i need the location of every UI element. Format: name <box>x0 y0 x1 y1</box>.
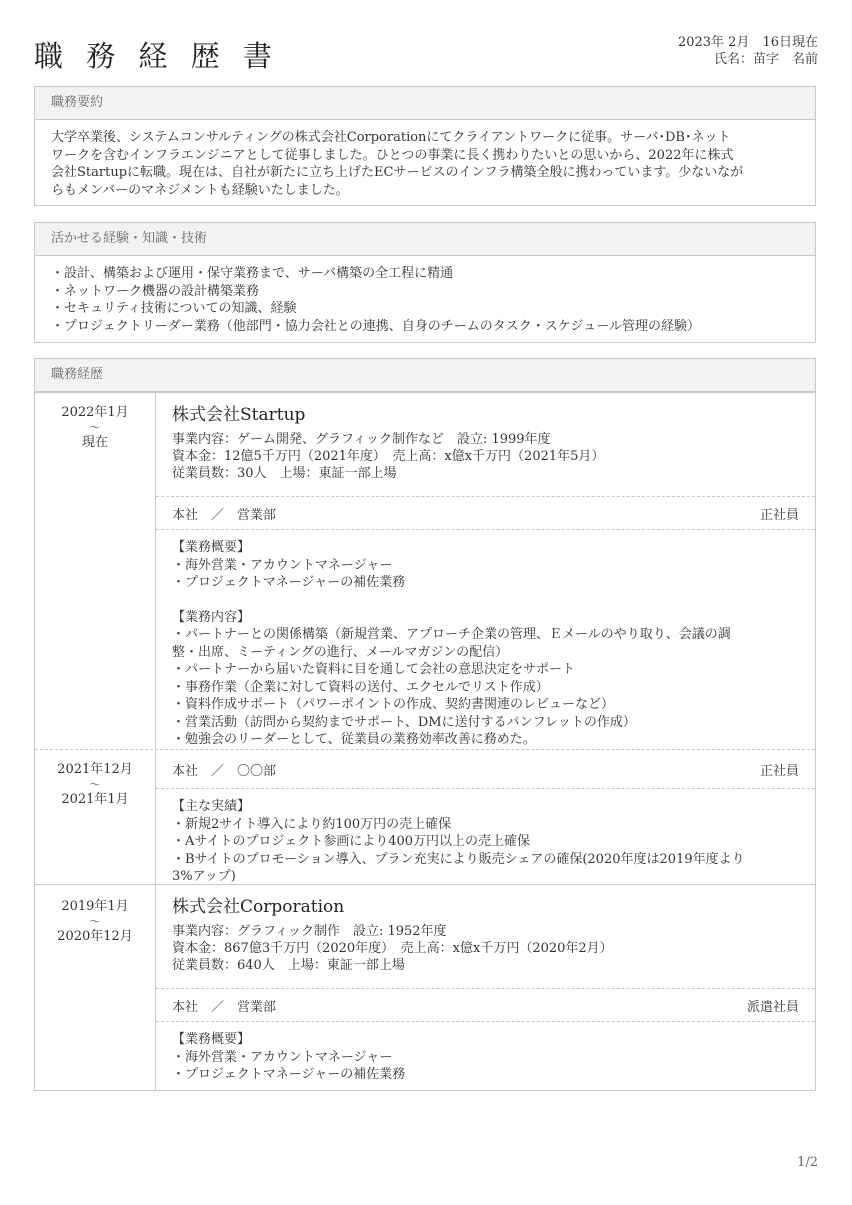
achievement-item: ・Bサイトのプロモーション導入、プラン充実により販売シェアの確保(2020年度は2019年度より <box>172 851 745 867</box>
period-start: 2019年1月 <box>61 899 129 914</box>
history-section <box>34 358 816 1091</box>
content-item: 整・出席、ミーティングの進行、メールマガジンの配信） <box>172 644 509 660</box>
department: 本社 ／ 〇〇部 <box>172 763 277 779</box>
summary-line: 会社Startupに転職。現在は、自社が新たに立ち上げたECサービスのインフラ構築全般に携わっています。少ないなが <box>51 165 744 180</box>
overview-heading: 【業務概要】 <box>172 1032 251 1047</box>
employment-type: 正社員 <box>759 507 799 523</box>
department: 本社 ／ 営業部 <box>172 999 277 1015</box>
overview-item: ・プロジェクトマネージャーの補佐業務 <box>172 1067 406 1082</box>
achievements-heading: 【主な実績】 <box>172 799 251 814</box>
overview-item: ・プロジェクトマネージャーの補佐業務 <box>172 575 406 590</box>
date-line: 2023年 2月 16日現在 <box>677 35 818 50</box>
employment-type: 正社員 <box>759 763 799 779</box>
company-info: 従業員数：640人 上場：東証一部上場 <box>172 958 405 973</box>
content-item: ・事務作業（企業に対して資料の送付、エクセルでリスト作成） <box>172 679 549 695</box>
job-entry-startup <box>35 392 815 749</box>
summary-section <box>34 86 816 206</box>
job-entry-corporation <box>35 884 815 1091</box>
overview-heading: 【業務概要】 <box>172 540 251 555</box>
company-info: 事業内容：グラフィック制作 設立: 1952年度 <box>172 924 447 939</box>
skill-item: ・設計、構築および運用・保守業務まで、サーバ構築の全工程に精通 <box>51 266 454 281</box>
period-start: 2021年12月 <box>57 762 133 777</box>
department: 本社 ／ 営業部 <box>172 507 277 523</box>
document-meta <box>678 34 818 68</box>
overview-item: ・海外営業・アカウントマネージャー <box>172 1049 393 1065</box>
dept-row <box>156 988 815 1022</box>
period-end: 現在 <box>81 435 108 450</box>
skills-section <box>34 222 816 343</box>
content-item: ・勉強会のリーダーとして、従業員の業務効率改善に務めた。 <box>172 732 536 747</box>
company-info: 事業内容：ゲーム開発、グラフィック制作など 設立: 1999年度 <box>172 432 551 447</box>
skill-item: ・プロジェクトリーダー業務（他部門・協力会社との連携、自身のチームのタスク・スケジュール管理の経験） <box>51 318 700 334</box>
company-name: 株式会社Corporation <box>172 897 345 917</box>
period-end: 2020年12月 <box>57 929 133 944</box>
content-heading: 【業務内容】 <box>172 609 251 625</box>
summary-heading: 職務要約 <box>35 87 815 120</box>
name-line: 氏名：苗字 名前 <box>713 52 818 67</box>
company-info: 資本金：12億5千万円（2021年度） 売上高：x億x千万円（2021年5月） <box>172 449 605 464</box>
content-item: ・パートナーとの関係構築（新規営業、アプローチ企業の管理、Ｅメールのやり取り、会議の調 <box>172 627 731 642</box>
achievement-item: ・新規2サイト導入により約100万円の売上確保 <box>172 816 452 832</box>
achievement-item: 3%アップ) <box>172 869 236 884</box>
dept-row <box>156 750 815 789</box>
employment-type: 派遣社員 <box>746 999 799 1015</box>
dept-row <box>156 496 815 530</box>
period-start: 2022年1月 <box>61 405 129 420</box>
job-period <box>35 750 156 884</box>
skill-item: ・ネットワーク機器の設計構築業務 <box>51 283 260 299</box>
job-duties <box>156 1022 815 1090</box>
company-info: 従業員数：30人 上場：東証一部上場 <box>172 466 397 481</box>
page-number: 1/2 <box>797 1155 818 1170</box>
job-period <box>35 393 156 749</box>
content-item: ・資料作成サポート（パワーポイントの作成、契約書関連のレビューなど） <box>172 697 615 712</box>
skill-item: ・セキュリティ技術についての知識、経験 <box>51 301 297 316</box>
period-tilde: ～ <box>89 421 101 434</box>
period-tilde: ～ <box>89 778 101 791</box>
overview-item: ・海外営業・アカウントマネージャー <box>172 557 393 573</box>
company-block <box>156 885 815 988</box>
period-end: 2021年1月 <box>61 792 129 807</box>
history-heading: 職務経歴 <box>35 359 815 392</box>
skills-list <box>35 256 815 343</box>
job-detail <box>156 750 815 884</box>
job-duties <box>156 530 815 755</box>
job-entry-startup-2021 <box>35 749 815 884</box>
summary-line: ワークを含むインフラエンジニアとして従事しました。ひとつの事業に長く携わりたいとの思いから、2022年に株式 <box>51 147 734 163</box>
job-period <box>35 885 156 1091</box>
summary-line: 大学卒業後、システムコンサルティングの株式会社Corporationにてクライアントワークに従事。サーバ･DB･ネット <box>51 130 731 145</box>
summary-body <box>35 120 815 207</box>
skills-heading: 活かせる経験・知識・技術 <box>35 223 815 256</box>
content-item: ・営業活動（訪問から契約までサポート、DMに送付するパンフレットの作成） <box>172 714 636 730</box>
company-block <box>156 393 815 496</box>
document-title: 職 務 経 歴 書 <box>34 39 279 73</box>
summary-line: らもメンバーのマネジメントも経験いたしました。 <box>51 182 349 198</box>
job-achievements <box>156 789 815 892</box>
job-detail <box>156 885 815 1091</box>
period-tilde: ～ <box>89 915 101 928</box>
job-detail <box>156 393 815 749</box>
content-item: ・パートナーから届いた資料に目を通して会社の意思決定をサポート <box>172 662 576 677</box>
company-info: 資本金：867億3千万円（2020年度） 売上高：x億x千万円（2020年2月） <box>172 941 613 956</box>
company-name: 株式会社Startup <box>172 405 306 425</box>
achievement-item: ・Aサイトのプロジェクト参画により400万円以上の売上確保 <box>172 834 531 849</box>
